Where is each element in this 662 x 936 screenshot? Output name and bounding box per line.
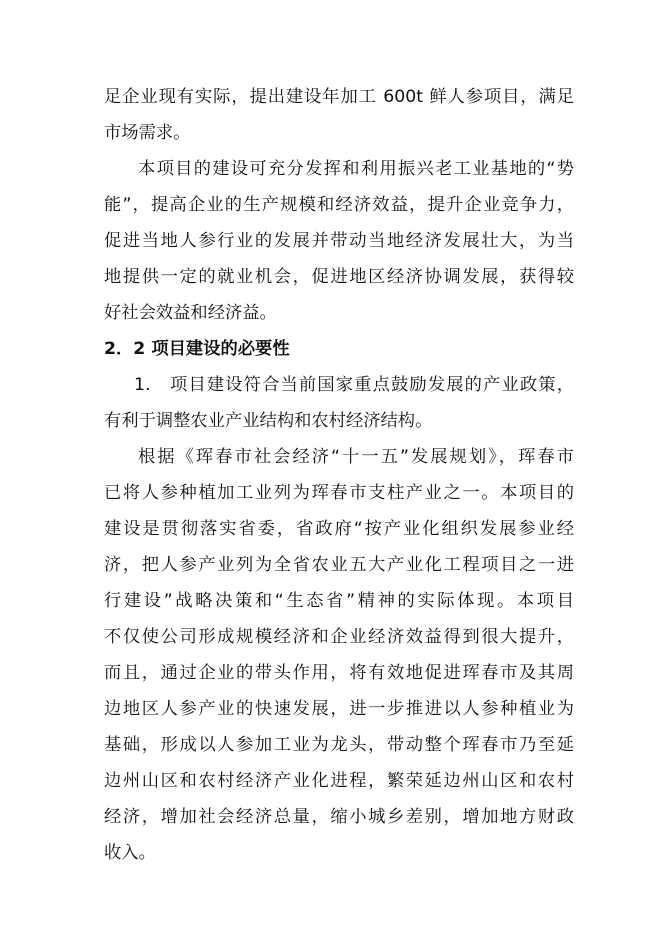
- paragraph-2-line-5: 好社会效益和经济益。: [104, 303, 277, 323]
- paragraph-4-line-11: 经济，增加社会经济总量，缩小城乡差别，增加地方财政: [104, 807, 574, 827]
- paragraph-4-line-7: 而且，通过企业的带头作用，将有效地促进珲春市及其周: [104, 663, 574, 683]
- paragraph-4-line-4: 济，把人参产业列为全省农业五大产业化工程项目之一进: [104, 555, 574, 575]
- section-heading: 2．2 项目建设的必要性: [104, 339, 290, 359]
- paragraph-2-line-2: 能”，提高企业的生产规模和经济效益，提升企业竞争力，: [104, 195, 574, 215]
- paragraph-4-line-12: 收入。: [104, 843, 156, 863]
- paragraph-4-line-5: 行建设”战略决策和“生态省”精神的实际体现。本项目: [104, 591, 574, 611]
- paragraph-3-line-1: 1. 项目建设符合当前国家重点鼓励发展的产业政策，: [134, 375, 574, 395]
- paragraph-2-line-3: 促进当地人参行业的发展并带动当地经济发展壮大，为当: [104, 231, 574, 251]
- paragraph-4-line-1: 根据《珲春市社会经济“十一五”发展规划》，珲春市: [138, 447, 574, 467]
- paragraph-2-line-1: 本项目的建设可充分发挥和利用振兴老工业基地的“势: [138, 159, 574, 179]
- paragraph-1-line-2: 市场需求。: [104, 123, 191, 143]
- paragraph-4-line-3: 建设是贯彻落实省委，省政府“按产业化组织发展参业经: [104, 519, 574, 539]
- paragraph-4-line-10: 边州山区和农村经济产业化进程，繁荣延边州山区和农村: [104, 771, 574, 791]
- paragraph-3-line-2: 有利于调整农业产业结构和农村经济结构。: [104, 411, 433, 431]
- paragraph-4-line-8: 边地区人参产业的快速发展，进一步推进以人参种植业为: [104, 699, 574, 719]
- paragraph-2-line-4: 地提供一定的就业机会，促进地区经济协调发展，获得较: [104, 267, 574, 287]
- paragraph-4-line-6: 不仅使公司形成规模经济和企业经济效益得到很大提升，: [104, 627, 574, 647]
- paragraph-4-line-2: 已将人参种植加工业列为珲春市支柱产业之一。本项目的: [104, 483, 574, 503]
- paragraph-4-line-9: 基础，形成以人参加工业为龙头，带动整个珲春市乃至延: [104, 735, 574, 755]
- paragraph-1-line-1: 足企业现有实际，提出建设年加工 600t 鲜人参项目，满足: [104, 87, 574, 107]
